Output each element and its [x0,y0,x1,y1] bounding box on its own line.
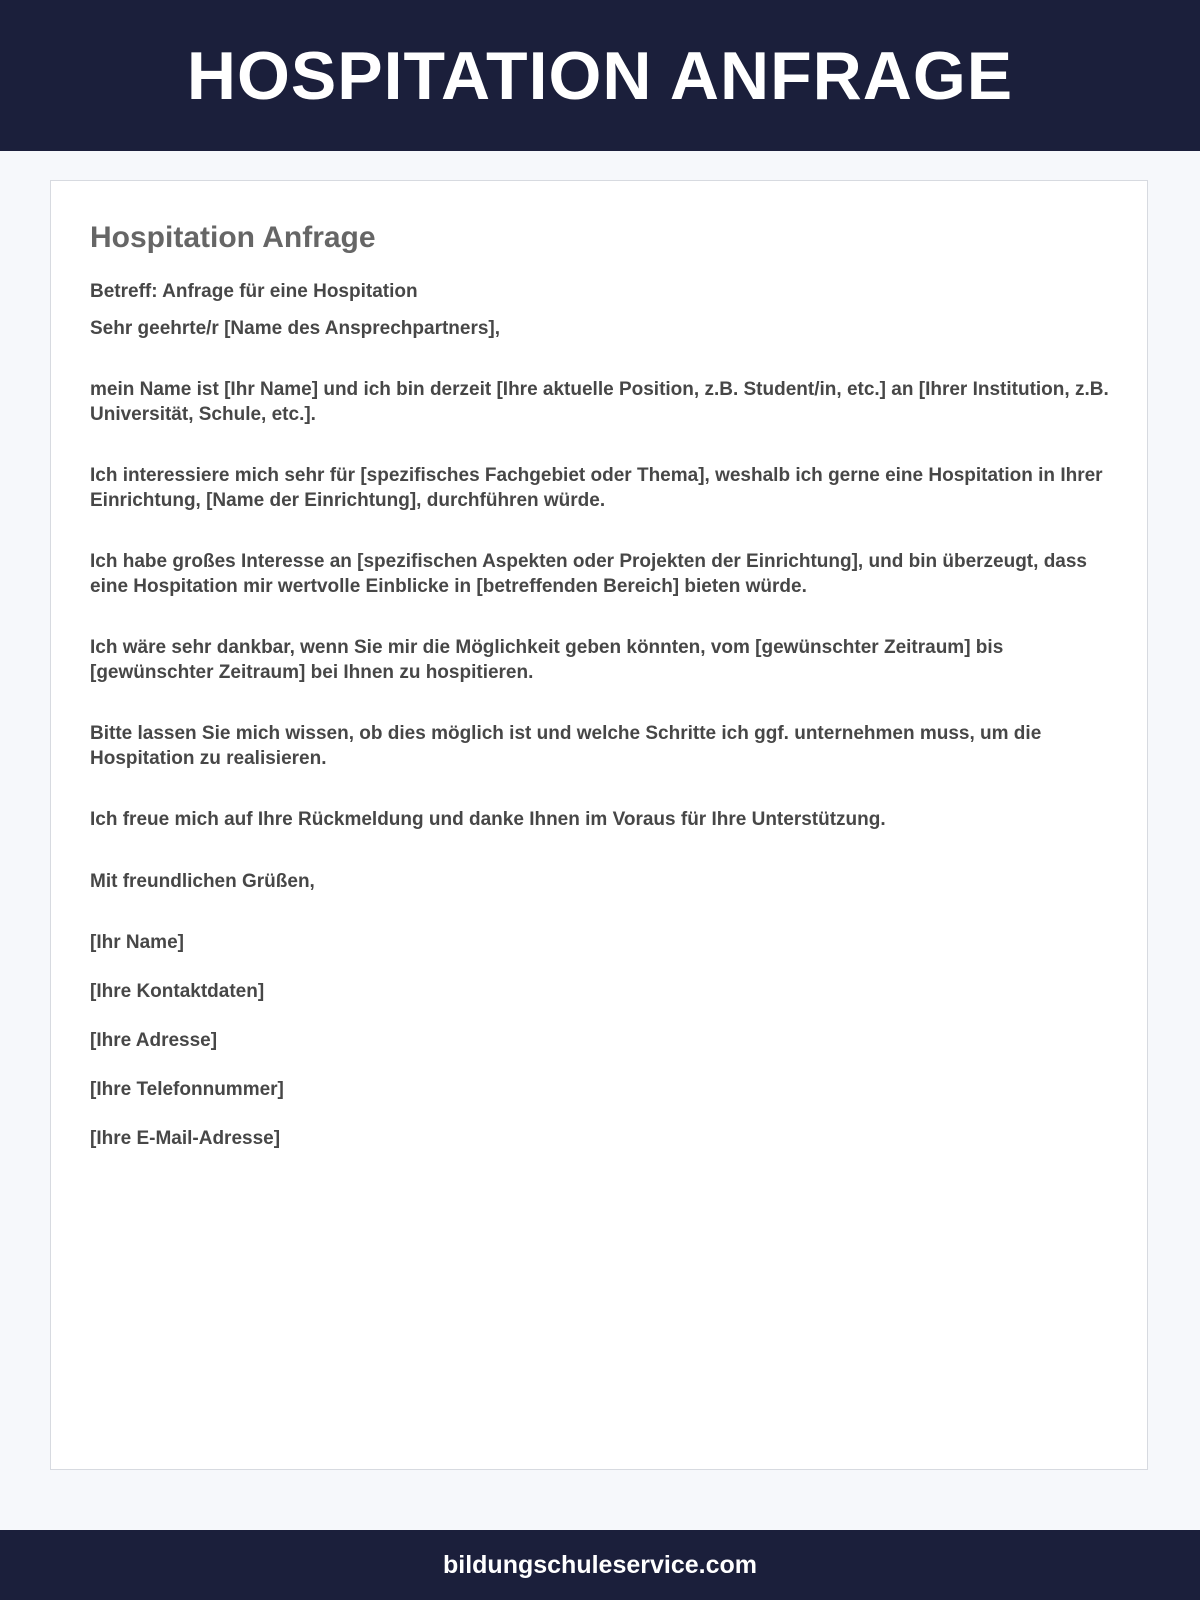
signature-email: [Ihre E-Mail-Adresse] [90,1128,281,1149]
footer-bar [0,1530,1200,1600]
header-banner [0,0,1200,151]
paragraph: Bitte lassen Sie mich wissen, ob dies möglich ist und welche Schritte ich ggf. unternehmen muss, um die Hospitation zu realisieren. [90,723,1042,769]
signature-contact: [Ihre Kontaktdaten] [90,981,265,1002]
paragraph: Ich interessiere mich sehr für [spezifisches Fachgebiet oder Thema], weshalb ich gerne eine Hospitation in Ihrer Einrichtung, [Name der Einrichtung], durchführen würde. [90,465,1103,511]
paragraph: mein Name ist [Ihr Name] und ich bin derzeit [Ihre aktuelle Position, z.B. Student/in, etc.] an [Ihrer Institution, z.B. Universität, Schule, etc.]. [90,379,1109,425]
paragraph: Ich habe großes Interesse an [spezifischen Aspekten oder Projekten der Einrichtung], und bin überzeugt, dass eine Hospitation mir wertvolle Einblicke in [betreffenden Bereich] bieten würde. [90,551,1087,597]
paragraph: Ich wäre sehr dankbar, wenn Sie mir die Möglichkeit geben könnten, vom [gewünschter Zeitraum] bis [gewünschter Zeitraum] bei Ihnen zu hospitieren. [90,637,1004,683]
banner-title: HOSPITATION ANFRAGE [186,37,1014,114]
document-title: Hospitation Anfrage [90,221,376,254]
footer-site-text: bildungschuleservice.com [443,1550,757,1579]
document-card [50,180,1148,1470]
signature-address: [Ihre Adresse] [90,1030,218,1051]
closing-line: Mit freundlichen Grüßen, [90,871,315,892]
subject-line: Betreff: Anfrage für eine Hospitation [90,281,418,302]
signature-name: [Ihr Name] [90,932,184,953]
signature-phone: [Ihre Telefonnummer] [90,1079,284,1100]
salutation: Sehr geehrte/r [Name des Ansprechpartners], [90,318,501,339]
paragraph: Ich freue mich auf Ihre Rückmeldung und danke Ihnen im Voraus für Ihre Unterstützung. [90,809,886,830]
